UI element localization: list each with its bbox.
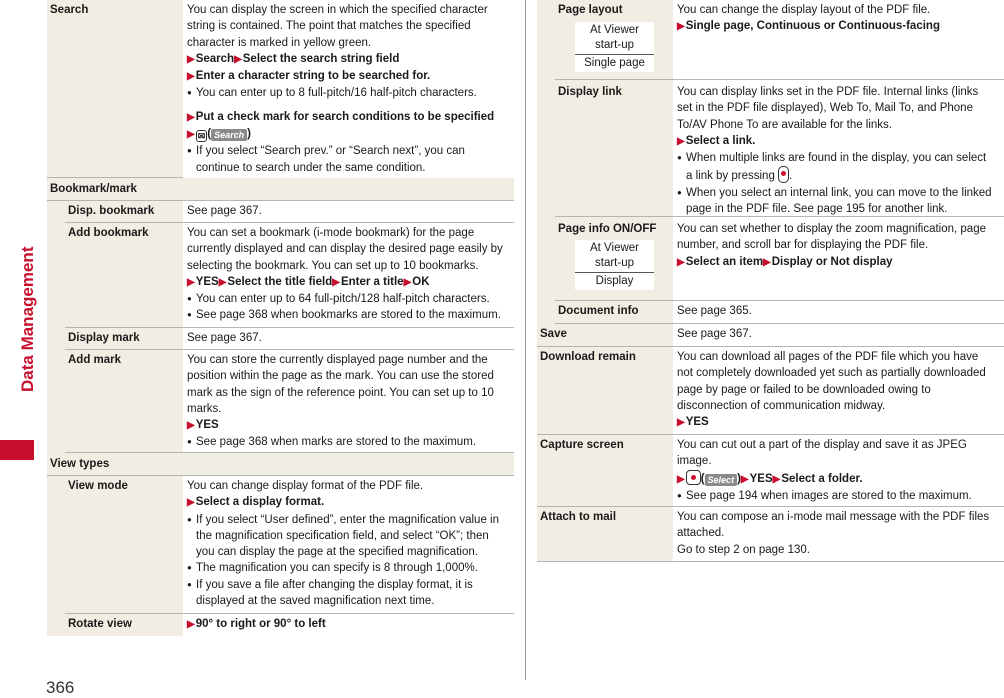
group-view-types <box>47 453 514 476</box>
group-title-bookmark: Bookmark/mark <box>50 183 137 195</box>
arrow-icon: ▶ <box>218 276 227 288</box>
value-add-mark: You can store the currently displayed page number and the position within the page as the mark. You can use the stored mark as the sign of the reference point. You can set up to 10 marks. ▶YES ● See page 368 when marks are stored to the maximum. <box>187 352 515 451</box>
key-view-mode: View mode <box>68 480 128 492</box>
arrow-icon: ▶ <box>234 53 242 65</box>
arrow-icon: ▶ <box>187 420 195 432</box>
bullet-icon: ● <box>187 579 192 589</box>
value-save: See page 367. <box>677 328 752 340</box>
arrow-icon: ▶ <box>677 135 685 147</box>
bullet-icon: ● <box>187 310 192 320</box>
mail-key-icon: ✉ <box>197 131 206 142</box>
key-page-layout: Page layout <box>558 4 623 16</box>
bullet-icon: ● <box>187 437 192 447</box>
arrow-icon: ▶ <box>332 276 340 288</box>
key-save: Save <box>540 328 567 340</box>
arrow-icon: ▶ <box>187 111 195 123</box>
value-capture-screen: You can cut out a part of the display and save it as JPEG image. ▶ ( Select )▶YES▶Select a folder. ● See page 194 when images are stored to the maximum. <box>677 437 1004 504</box>
key-display-mark: Display mark <box>68 332 140 344</box>
value-page-info: You can set whether to display the zoom magnification, page number, and scroll bar for displaying the PDF file. ▶Select an item▶Display or Not display <box>677 223 986 268</box>
arrow-icon: ▶ <box>187 53 195 65</box>
key-add-mark: Add mark <box>68 354 122 366</box>
section-tab-label: Data Management <box>18 246 37 392</box>
key-display-link: Display link <box>558 86 622 98</box>
value-disp-bookmark: See page 367. <box>187 205 262 217</box>
arrow-icon: ▶ <box>677 473 685 485</box>
arrow-icon: ▶ <box>763 256 771 268</box>
bullet-icon: ● <box>187 88 192 98</box>
value-page-layout: You can change the display layout of the PDF file. ▶Single page, Continuous or Continuous-facing <box>677 4 940 33</box>
bullet-icon: ● <box>677 490 682 500</box>
center-key-icon <box>686 470 701 485</box>
arrow-icon: ▶ <box>187 129 195 141</box>
value-download-remain: You can download all pages of the PDF file which you have not completely downloaded yet such as partially downloaded page by page or failed to be downloaded owing to disconnection of communication midway. ▶YES <box>677 351 986 429</box>
bullet-icon: ● <box>677 153 682 163</box>
value-attach-to-mail: You can compose an i-mode mail message with the PDF files attached. Go to step 2 on page 130. <box>677 511 990 556</box>
value-add-bookmark: You can set a bookmark (i-mode bookmark) for the page currently displayed and can display the desired page easily by selecting the bookmark. You can set up to 10 bookmarks. ▶YES▶Select the title field▶Enter a title▶OK ● You can enter up to 64 full-pitch/128 half-pitch characters. ● See page 368 when bookmarks are stored to the maximum. <box>187 225 515 324</box>
bullet-icon: ● <box>187 514 192 524</box>
column-divider <box>525 0 526 680</box>
key-attach-to-mail: Attach to mail <box>540 511 617 523</box>
group-title-view-types: View types <box>50 458 110 470</box>
value-view-mode: You can change display format of the PDF file. ▶Select a display format. ● If you select “User defined”, enter the magnification value in the magnification specification field, and select “OK”; then you can display the page at the specified magnification. ● The magnification you can specify is 8 through 1,000%. ● If you save a file after changing the display format, it is displayed at the saved magnification next time. <box>187 480 499 608</box>
arrow-icon: ▶ <box>740 473 749 485</box>
arrow-icon: ▶ <box>187 497 195 509</box>
bullet-icon: ● <box>187 146 192 156</box>
section-tab-marker <box>0 440 34 460</box>
key-document-info: Document info <box>558 305 639 317</box>
arrow-icon: ▶ <box>187 276 195 288</box>
value-rotate-view: ▶90° to right or 90° to left <box>187 618 326 630</box>
arrow-icon: ▶ <box>677 417 685 429</box>
bullet-icon: ● <box>187 294 192 304</box>
arrow-icon: ▶ <box>187 619 195 630</box>
section-tab <box>0 0 37 460</box>
value-document-info: See page 365. <box>677 305 752 317</box>
key-disp-bookmark: Disp. bookmark <box>68 205 155 217</box>
key-capture-screen: Capture screen <box>540 439 624 451</box>
key-add-bookmark: Add bookmark <box>68 227 149 239</box>
arrow-icon: ▶ <box>677 256 685 268</box>
arrow-icon: ▶ <box>187 71 195 83</box>
page-number: 366 <box>46 678 75 697</box>
key-search: Search <box>50 4 89 16</box>
value-display-link: You can display links set in the PDF file. Internal links (links set in the PDF file displayed), Web To, Mail To, and Phone To/AV Phone To are available for the links. ▶Select a link. ● When multiple links are found in the display, you can select a link by pressing . ● When you select an internal link, you can move to the linked page in the PDF file. See page 195 for another link. <box>677 86 992 216</box>
key-download-remain: Download remain <box>540 351 636 363</box>
default-setting-box: At Viewer start-up Single page <box>575 22 654 72</box>
bullet-icon: ● <box>187 563 192 573</box>
arrow-icon: ▶ <box>772 473 781 485</box>
value-display-mark: See page 367. <box>187 332 262 344</box>
search-softkey-icon: Search <box>211 129 247 141</box>
arrow-icon: ▶ <box>677 21 685 33</box>
multifunction-key-icon <box>778 166 789 183</box>
default-setting-box: At Viewer start-up Display <box>575 240 654 290</box>
select-softkey-icon: Select <box>705 474 738 486</box>
value-search: You can display the screen in which the specified character string is contained. The point that matches the specified character is marked in yellow green. ▶Search▶Select the search string field ▶Enter a character string to be searched for. ● You can enter up to 8 full-pitch/16 half-pitch characters. ▶Put a check mark for search conditions to be specified ▶ ✉ ( Search ) ● If you select “Search prev.” or “Search next”, you can continue to search under the same condition. <box>187 4 495 174</box>
key-rotate-view: Rotate view <box>68 618 132 630</box>
arrow-icon: ▶ <box>403 276 412 288</box>
key-page-info: Page info ON/OFF <box>558 223 657 235</box>
bullet-icon: ● <box>677 187 682 197</box>
